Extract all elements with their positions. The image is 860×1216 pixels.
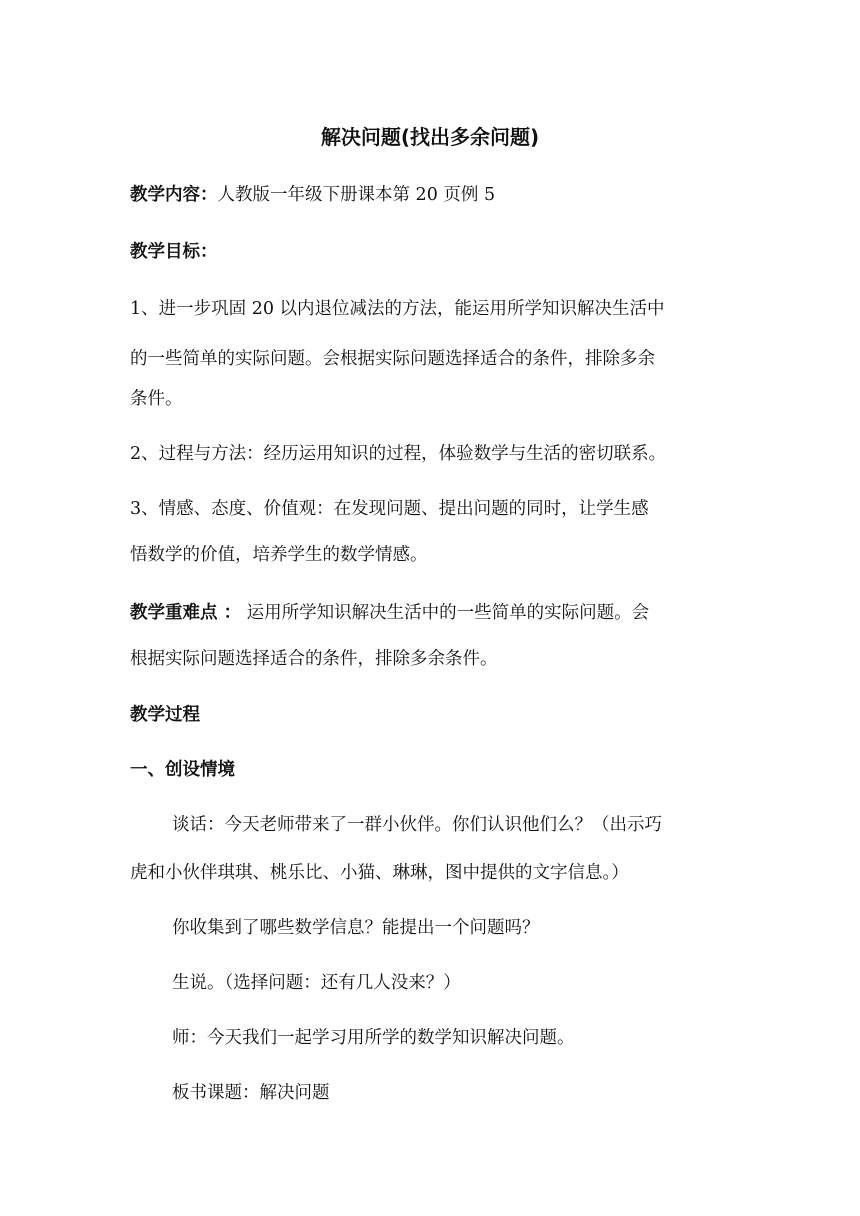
goal-1-line-3: 条件。 [130,389,183,409]
key-difficulty-text: 运用所学知识解决生活中的一些简单的实际问题。会 [241,603,650,623]
section-1-heading: 一、创设情境 [130,760,235,780]
paragraph-4: 师：今天我们一起学习用所学的数学知识解决问题。 [172,1028,575,1048]
paragraph-3: 生说。（选择问题：还有几人没来？） [172,973,461,993]
paragraph-1-line-2: 虎和小伙伴琪琪、桃乐比、小猫、琳琳，图中提供的文字信息。） [130,863,629,883]
teaching-process-heading: 教学过程 [130,705,200,725]
paragraph-1-line-1: 谈话：今天老师带来了一群小伙伴。你们认识他们么？（出示巧 [172,815,662,835]
teaching-content-text: 人教版一年级下册课本第 20 页例 5 [217,185,496,205]
goal-3-line-1: 3、情感、态度、价值观：在发现问题、提出问题的同时，让学生感 [130,499,649,519]
teaching-content-line [130,178,730,213]
document-title: 解决问题(找出多余问题) [320,125,540,149]
goal-2: 2、过程与方法：经历运用知识的过程，体验数学与生活的密切联系。 [130,444,667,464]
goal-1-line-2: 的一些简单的实际问题。会根据实际问题选择适合的条件，排除多余 [130,349,655,369]
key-difficulty-label: 教学重难点 ： [130,603,242,623]
teaching-goals-heading: 教学目标： [130,242,218,262]
key-difficulty-line-2: 根据实际问题选择适合的条件，排除多余条件。 [130,649,498,669]
paragraph-5: 板书课题：解决问题 [172,1083,330,1103]
key-difficulty-line-1 [130,596,730,631]
teaching-content-label: 教学内容： [130,185,218,205]
paragraph-2: 你收集到了哪些数学信息？能提出一个问题吗？ [172,918,540,938]
goal-3-line-2: 悟数学的价值，培养学生的数学情感。 [130,545,428,565]
goal-1-line-1: 1、进一步巩固 20 以内退位减法的方法，能运用所学知识解决生活中 [130,299,665,319]
